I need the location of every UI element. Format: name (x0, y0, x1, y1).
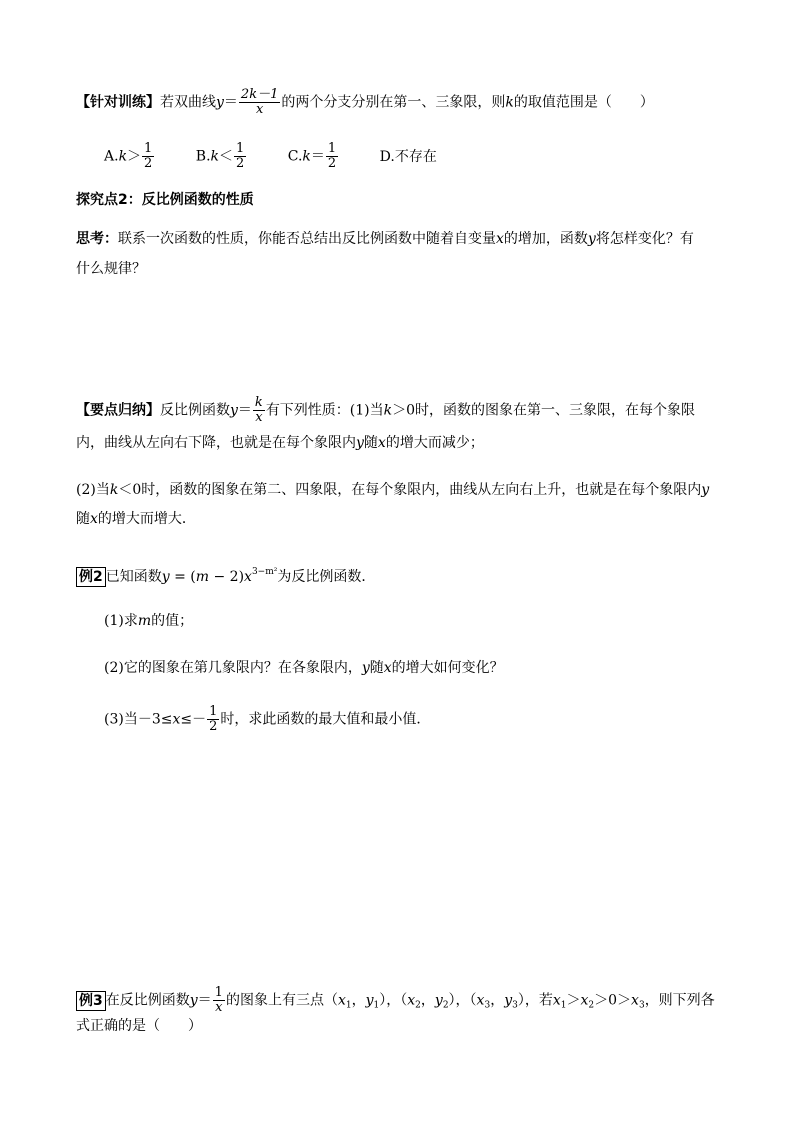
summary-point2: (2)当k＜0时，函数的图象在第二、四象限，在每个象限内，曲线从左向右上升，也就是在每个象限内y (76, 482, 710, 498)
summary-point2-line2: 随x的增大而增大． (76, 511, 196, 527)
example-3: 例3 在反比例函数y＝ $\frac{1}{x}$ 的图象上有三点（$x_1$，$y_1$），（$x_2$，$y_2$），（$x_3$，$y_3$），若$x_1>x_2>0>x_3$，则下列各 (76, 986, 715, 1016)
example-2-q2: (2)它的图象在第几象限内？在各象限内，y随x的增大如何变化？ (104, 660, 504, 676)
summary-paragraph: 【要点归纳】反比例函数y＝ $\frac{k}{x}$ 有下列性质：(1)当k＞0时，函数的图象在第一、三象限，在每个象限 (76, 395, 696, 425)
option-d: D.不存在 (379, 148, 437, 165)
example-2: 例2 已知函数$y = (m - 2)x^{3-m^2}$为反比例函数． (76, 562, 375, 587)
example-2-q1: (1)求m的值； (104, 613, 194, 629)
summary-line2: 内，曲线从左向右下降，也就是在每个象限内y随x的增大而减少； (76, 435, 484, 451)
think-paragraph: 思考：联系一次函数的性质，你能否总结出反比例函数中随着自变量x的增加，函数y将怎样变化？有 (76, 231, 694, 247)
training-tag: 【针对训练】 (76, 94, 160, 111)
example-2-tag: 例2 (76, 567, 106, 587)
option-c: C.k＝ $\frac{1}{2}$ (287, 141, 337, 171)
example-3-line2: 式正确的是（ ） (76, 1018, 202, 1034)
option-b: B.k＜ $\frac{1}{2}$ (195, 141, 245, 171)
training-fraction: $\frac{2k-1}{x}$ (240, 87, 279, 117)
option-a: A.k＞ $\frac{1}{2}$ (104, 141, 153, 171)
example-3-tag: 例3 (76, 991, 106, 1011)
section-title: 探究点2：反比例函数的性质 (76, 192, 254, 208)
example-2-q3: (3)当－3≤x≤－ $\frac{1}{2}$ 时，求此函数的最大值和最小值． (104, 704, 431, 734)
think-paragraph-line2: 什么规律？ (76, 261, 146, 277)
training-question: 【针对训练】若双曲线y＝ $\frac{2k-1}{x}$ 的两个分支分别在第一、三象限，则k的取值范围是（ ） (76, 87, 654, 117)
training-options (104, 142, 473, 171)
